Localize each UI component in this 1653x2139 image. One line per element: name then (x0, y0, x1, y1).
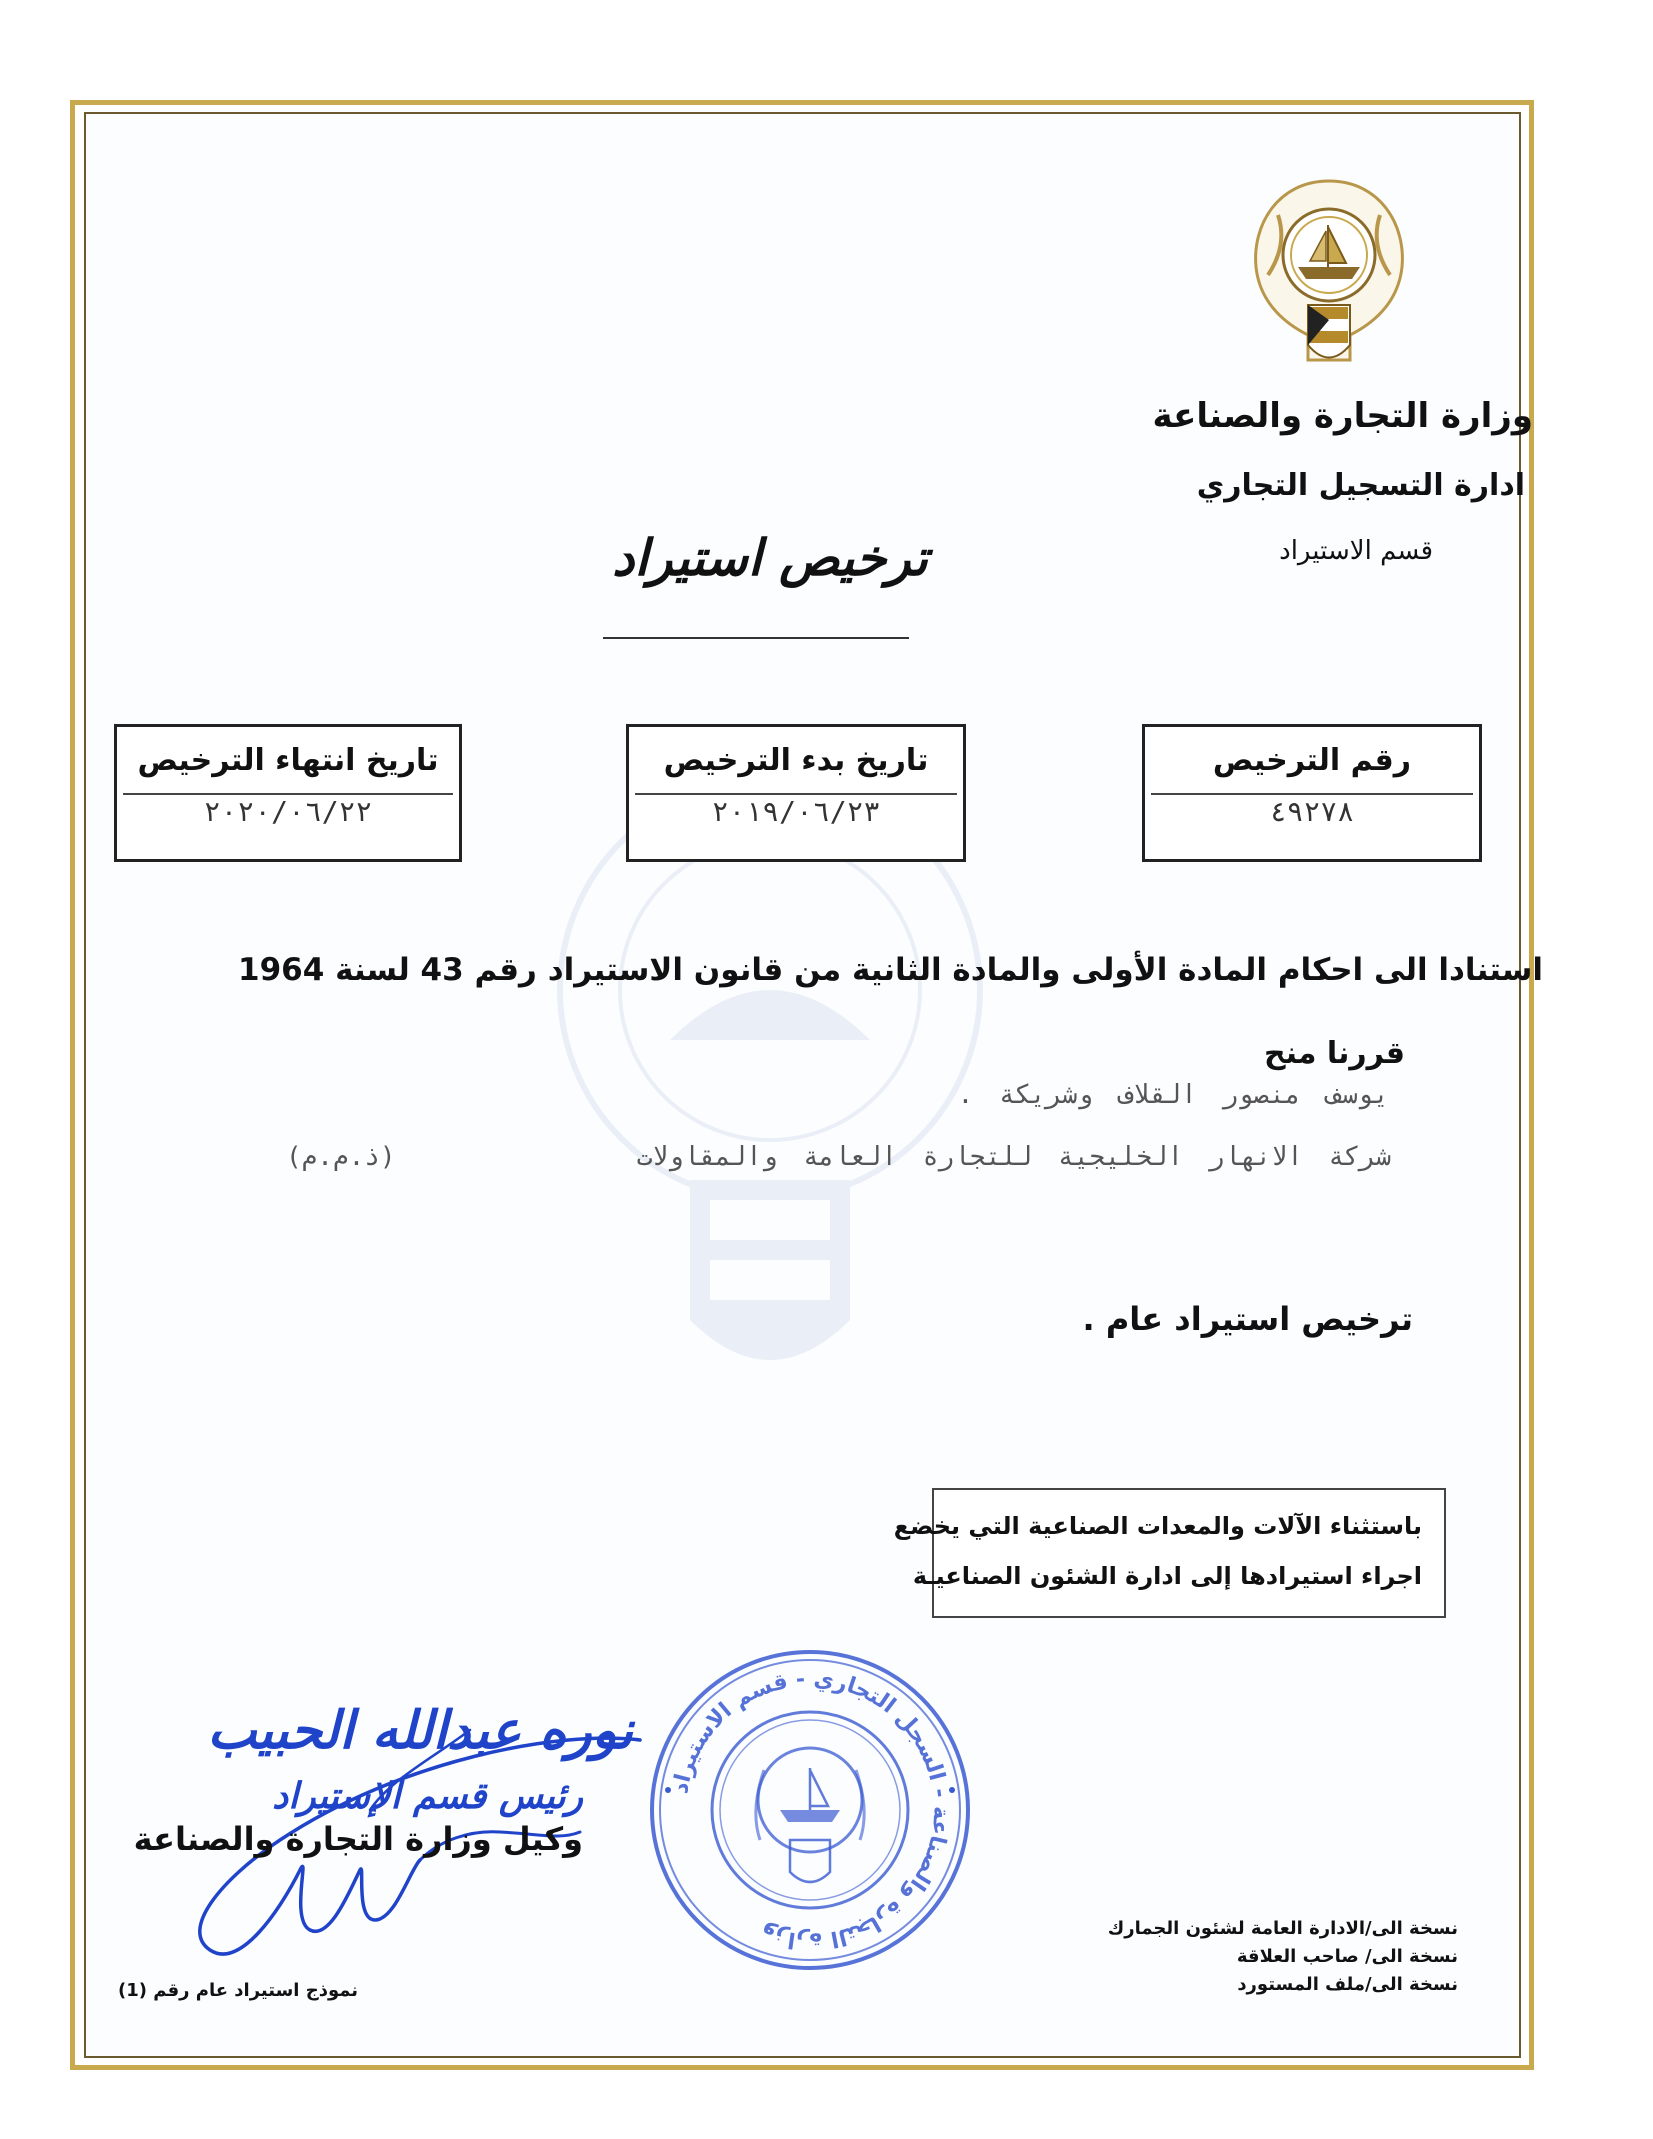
watermark-emblem (490, 760, 1050, 1460)
copy-line-1: نسخة الى/الادارة العامة لشئون الجمارك (1107, 1918, 1458, 1939)
license-type: ترخيص استيراد عام . (1082, 1300, 1413, 1338)
stamp-text: وزارة التجارة والصناعة - السجل التجاري - قسم الاستيراد (668, 1666, 954, 1954)
license-number-label: رقم الترخيص (1212, 743, 1412, 778)
stamp-ring-text (640, 1640, 980, 1980)
svg-text:وزارة التجارة والصناعة - السجل (668, 1667, 953, 1954)
exception-note-line1: باستثناء الآلات والمعدات الصناعية التي يخضع (893, 1512, 1422, 1540)
license-start-date-box (626, 724, 966, 862)
form-number: نموذج استيراد عام رقم (1) (118, 1980, 359, 2001)
grantee-name: يوسف منصور القلاف وشريكة . (957, 1080, 1389, 1110)
license-number-box (1142, 724, 1482, 862)
company-type: (ذ.م.م) (286, 1142, 396, 1172)
license-start-date-label: تاريخ بدء الترخيص (663, 743, 929, 778)
ministry-name: وزارة التجارة والصناعة (1152, 396, 1533, 436)
decision-intro: قررنا منح (1264, 1036, 1405, 1071)
section-name: قسم الاستيراد (1279, 536, 1433, 566)
license-end-date-box (114, 724, 462, 862)
title-underline (603, 637, 909, 639)
kuwait-emblem-icon (1248, 175, 1410, 375)
copy-line-2: نسخة الى/ صاحب العلاقة (1236, 1946, 1458, 1967)
license-end-date-value: ٢٠٢٠/٠٦/٢٢ (203, 795, 373, 828)
document-title: ترخيص استيراد (612, 528, 928, 587)
license-end-date-label: تاريخ انتهاء الترخيص (137, 743, 439, 778)
license-start-date-value: ٢٠١٩/٠٦/٢٣ (711, 795, 881, 828)
exception-note-line2: اجراء استيرادها إلى ادارة الشئون الصناعيـة (912, 1562, 1422, 1590)
exception-note-box (893, 1488, 1446, 1618)
copy-line-3: نسخة الى/ملف المستورد (1237, 1974, 1458, 1995)
company-name: شركة الانهار الخليجية للتجارة العامة والمقاولات (636, 1142, 1391, 1172)
signatory-name: نوره عبدالله الحبيب (207, 1700, 633, 1761)
signatory-title: رئيس قسم الإستيراد (272, 1775, 583, 1817)
department-name: ادارة التسجيل التجاري (1196, 468, 1525, 503)
signatory-on-behalf: وكيل وزارة التجارة والصناعة (133, 1820, 583, 1858)
license-number-value: ٤٩٢٧٨ (1269, 795, 1355, 828)
legal-basis-text: استنادا الى احكام المادة الأولى والمادة الثانية من قانون الاستيراد رقم 43 لسنة 1964 (238, 952, 1543, 988)
